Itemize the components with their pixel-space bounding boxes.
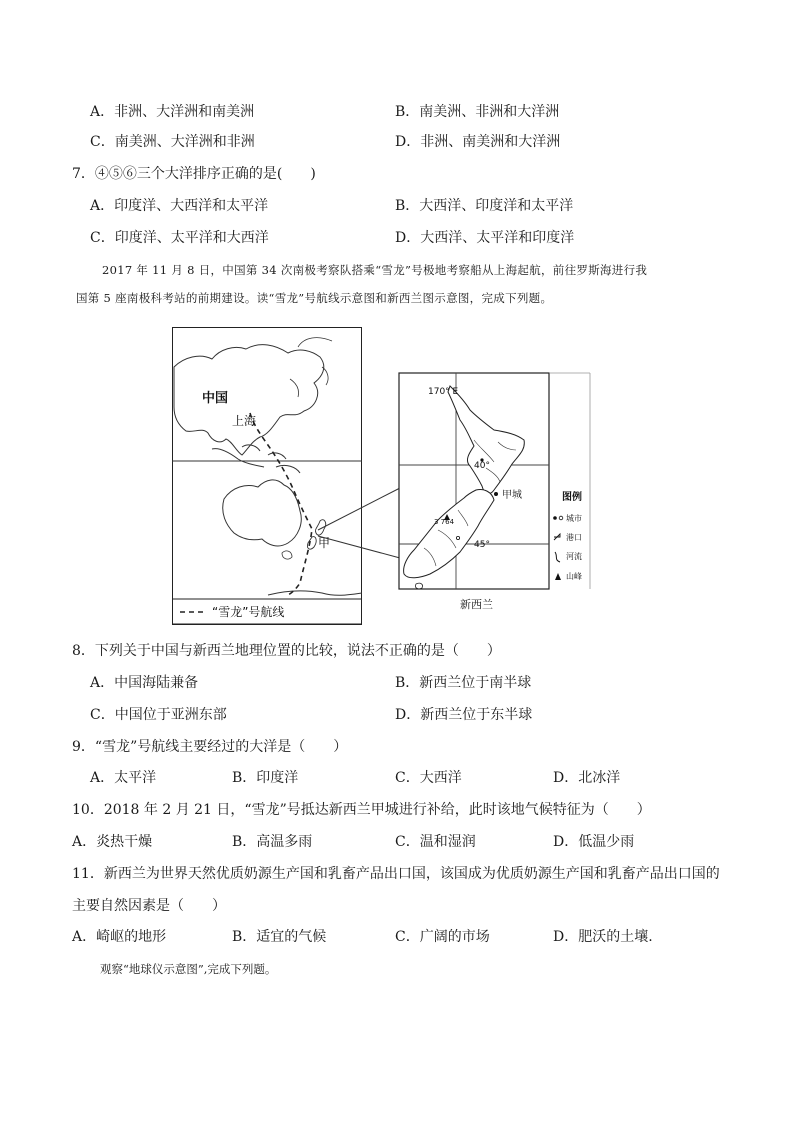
passage-line-2: 国第 5 座南极科考站的前期建设。读“雪龙”号航线示意图和新西兰图示意图，完成下列题。 [76, 291, 553, 305]
label-170e: 170° E [428, 387, 459, 397]
q9-stem: 9．“雪龙”号航线主要经过的大洋是（ ） [72, 739, 348, 755]
q7-option-d: D．大西洋、太平洋和印度洋 [395, 230, 575, 246]
q11-option-c: C．广阔的市场 [395, 929, 490, 945]
q7-option-a: A．印度洋、大西洋和太平洋 [90, 198, 269, 214]
q10-option-c: C．温和湿润 [395, 834, 476, 850]
q8-option-a: A．中国海陆兼备 [90, 675, 199, 691]
q10-option-a: A．炎热干燥 [72, 834, 153, 850]
legend-peak-icon [555, 573, 561, 580]
legend-title: 图例 [562, 492, 582, 503]
legend-city-icon [553, 516, 557, 520]
new-zealand-map [398, 370, 592, 616]
label-peak-elevation: 3 764 [434, 518, 455, 526]
q10-option-b: B．高温多雨 [232, 834, 313, 850]
label-jia: 甲 [318, 536, 331, 550]
nz-map-caption: 新西兰 [460, 598, 493, 611]
passage-line-1: 2017 年 11 月 8 日，中国第 34 次南极考察队搭乘“雪龙”号极地考察船从上海起航，前往罗斯海进行我 [102, 263, 648, 277]
legend-port-icon [554, 534, 560, 540]
map-connector [314, 370, 402, 590]
route-legend-label: “雪龙”号航线 [212, 605, 285, 619]
q6-option-d: D．非洲、南美洲和大洋洲 [395, 134, 561, 150]
label-shanghai: 上海 [232, 414, 257, 428]
q6-option-a: A．非洲、大洋洲和南美洲 [90, 104, 255, 120]
q11-stem-line-1: 11．新西兰为世界天然优质奶源生产国和乳畜产品出口国，该国成为优质奶源生产国和乳畜产品出口国的 [72, 866, 720, 882]
legend-city-label: 城市 [566, 514, 582, 523]
q9-option-c: C．大西洋 [395, 770, 462, 786]
q8-option-c: C．中国位于亚洲东部 [90, 707, 227, 723]
passage [76, 256, 716, 312]
q11-option-b: B．适宜的气候 [232, 929, 327, 945]
q6-option-b: B．南美洲、非洲和大洋洲 [395, 104, 560, 120]
q10-option-d: D．低温少雨 [553, 834, 635, 850]
q8-stem: 8．下列关于中国与新西兰地理位置的比较，说法不正确的是（ ） [72, 643, 501, 659]
q8-option-d: D．新西兰位于东半球 [395, 707, 533, 723]
q11-option-a: A．崎岖的地形 [72, 929, 167, 945]
label-jia-city: 甲城 [502, 490, 522, 501]
city-jia-marker [494, 492, 498, 496]
label-45s: 45° [474, 540, 490, 550]
legend-port-label: 港口 [566, 533, 582, 542]
q7-option-c: C．印度洋、太平洋和大西洋 [90, 230, 269, 246]
globe-instruction-note: 观察“地球仪示意图”,完成下列题。 [100, 962, 277, 976]
q9-option-a: A．太平洋 [90, 770, 157, 786]
legend-peak-label: 山峰 [566, 572, 582, 581]
legend-river-label: 河流 [566, 552, 582, 561]
q10-stem: 10．2018 年 2 月 21 日，“雪龙”号抵达新西兰甲城进行补给，此时该地气候特征为（ ） [72, 802, 651, 818]
legend-river-icon [555, 552, 560, 562]
q7-stem: 7．④⑤⑥三个大洋排序正确的是( ) [72, 166, 316, 182]
q6-option-c: C．南美洲、大洋洲和非洲 [90, 134, 255, 150]
label-40s: 40° [474, 461, 490, 471]
q11-stem-line-2: 主要自然因素是（ ） [72, 898, 226, 914]
label-china: 中国 [202, 391, 229, 406]
q9-option-b: B．印度洋 [232, 770, 299, 786]
q9-option-d: D．北冰洋 [553, 770, 621, 786]
q7-option-b: B．大西洋、印度洋和太平洋 [395, 198, 574, 214]
q11-option-d: D．肥沃的土壤. [553, 929, 653, 945]
q8-option-b: B．新西兰位于南半球 [395, 675, 532, 691]
